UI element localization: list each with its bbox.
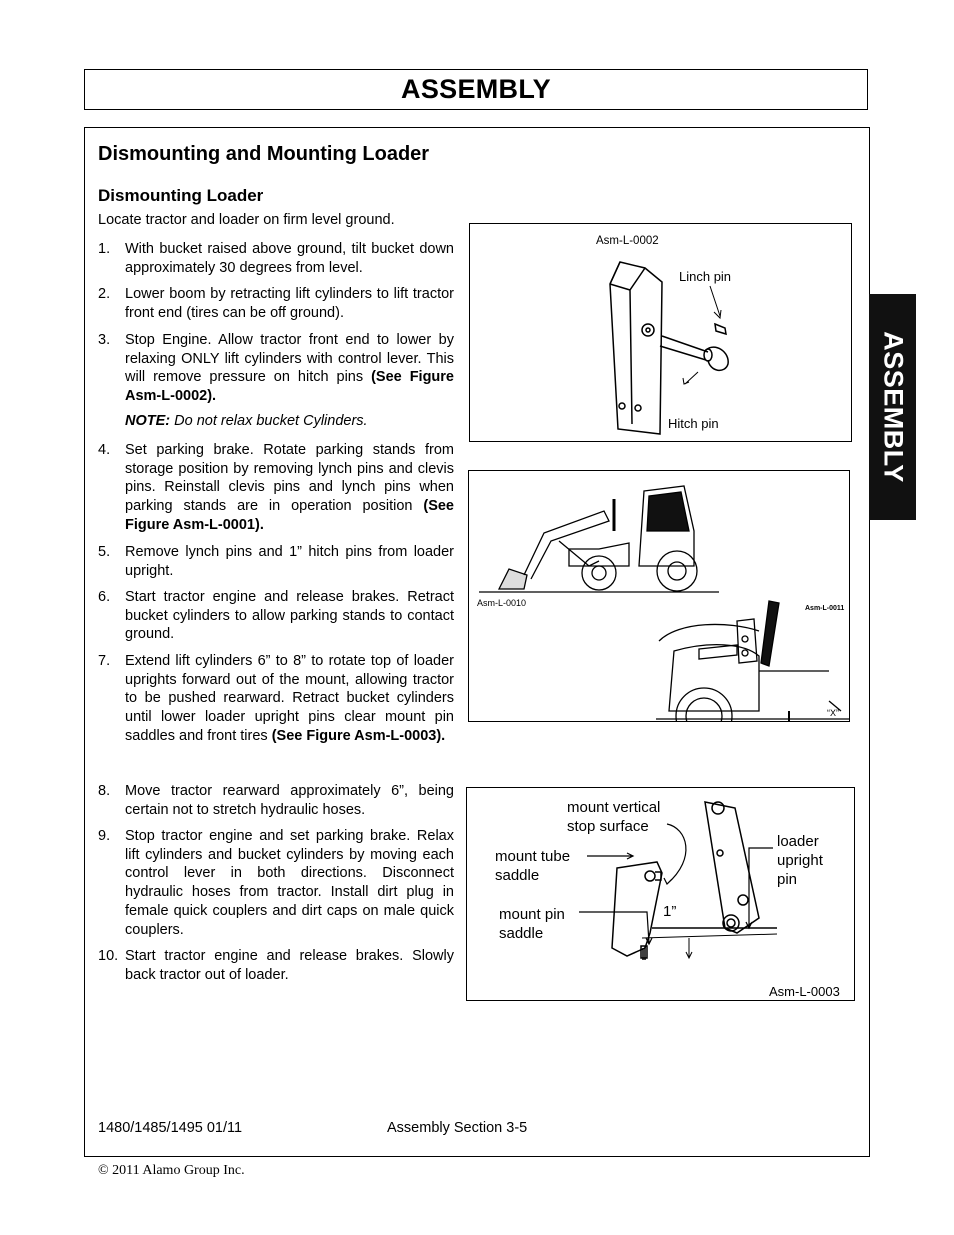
- step-1: [98, 240, 454, 277]
- step-text: Remove lynch pins and 1” hitch pins from loader upright.: [125, 544, 454, 579]
- note-label: NOTE:: [125, 413, 171, 429]
- linch-pin-label: Linch pin: [679, 269, 732, 284]
- step-number: 8.: [98, 783, 111, 799]
- figure-asm-l-0003: [466, 787, 855, 1001]
- footer-model: 1480/1485/1495 01/11: [98, 1120, 243, 1136]
- stop-surface-label: stop surface: [567, 818, 649, 835]
- mount-detail-illustration: [467, 788, 854, 1000]
- hitch-pin-label: Hitch pin: [668, 416, 719, 431]
- mount-tube-saddle-label: saddle: [495, 867, 540, 884]
- figure-reference: (See Figure Asm-L-0003).: [271, 727, 446, 744]
- one-inch-label: 1”: [663, 903, 677, 920]
- pin-label: pin: [777, 871, 798, 888]
- step-5: [98, 543, 454, 580]
- step-2: [98, 285, 454, 322]
- page-header: [84, 69, 868, 110]
- step-9: [98, 827, 454, 939]
- mount-vertical-label: mount vertical: [567, 799, 661, 816]
- side-tab: [869, 294, 916, 520]
- step-text: With bucket raised above ground, tilt bucket down approximately 30 degrees from level.: [125, 241, 454, 276]
- step-number: 2.: [98, 286, 111, 302]
- step-7: [98, 652, 454, 746]
- figure-asm-l-0010-0011: [468, 470, 850, 722]
- step-number: 5.: [98, 544, 111, 560]
- step-number: 1.: [98, 241, 111, 257]
- side-tab-label: ASSEMBLY: [878, 331, 908, 483]
- step-text: Start tractor engine and release brakes. Slowly back tractor out of loader.: [125, 948, 454, 983]
- mount-tube-label: mount tube: [495, 848, 571, 865]
- footer-section: Assembly Section 3-5: [387, 1120, 528, 1136]
- step-number: 4.: [98, 442, 111, 458]
- step-8: [98, 782, 454, 819]
- step-text: Stop tractor engine and set parking brake. Relax lift cylinders and bucket cylinders by moving each control lever in both directions. Disconnect hydraulic hoses from tractor. Install dirt plug in female quick couplers and dirt caps on male quick couplers.: [125, 828, 454, 938]
- step-6: [98, 588, 454, 644]
- mount-pin-label: mount pin: [499, 906, 565, 923]
- step-4: [98, 441, 454, 535]
- step-text: Set parking brake. Rotate parking stands from storage position by removing lynch pins and clevis pins. Reinstall clevis pins and lynch pins when parking stands are in operation position: [125, 442, 454, 515]
- header-title: ASSEMBLY: [401, 74, 551, 104]
- mount-pin-saddle-label: saddle: [499, 925, 544, 942]
- hitch-pin-illustration: [470, 224, 851, 441]
- step-number: 6.: [98, 589, 111, 605]
- step-text: Extend lift cylinders 6” to 8” to rotate top of loader uprights forward out of the mount, allowing tractor to be pushed rearward. Retract bucket cylinders until lower loader upright pins clear mount pin saddles and front tires: [125, 653, 454, 744]
- step-number: 9.: [98, 828, 111, 844]
- tractor-loader-illustration: [469, 471, 849, 721]
- section-title: Dismounting and Mounting Loader: [98, 143, 430, 165]
- step-number: 3.: [98, 332, 111, 348]
- figure-id-a: Asm-L-0010: [477, 598, 527, 608]
- copyright: © 2011 Alamo Group Inc.: [98, 1163, 245, 1178]
- step-number: 7.: [98, 653, 111, 669]
- figure-id: Asm-L-0003: [769, 984, 840, 999]
- x-mark-label: “X”: [827, 708, 839, 718]
- figure-reference: (See Figure Asm-L-0001).: [125, 498, 454, 533]
- loader-label: loader: [777, 833, 819, 850]
- step-3: [98, 331, 454, 406]
- figure-reference: (See Figure Asm-L-0002).: [125, 369, 454, 405]
- figure-id-b: Asm-L-0011: [805, 605, 845, 612]
- upright-label: upright: [777, 852, 823, 869]
- step-text: Lower boom by retracting lift cylinders to lift tractor front end (tires can be off ground).: [125, 286, 454, 321]
- step-text: Stop Engine. Allow tractor front end to lower by relaxing ONLY lift cylinders with control lever. This will remove pressure on hitch pins: [125, 332, 454, 386]
- note: [125, 413, 368, 429]
- note-text: Do not relax bucket Cylinders.: [170, 413, 368, 429]
- figure-id: Asm-L-0002: [596, 235, 659, 247]
- step-text: Start tractor engine and release brakes. Retract bucket cylinders to allow parking stands to contact ground.: [125, 589, 454, 643]
- subsection-title: Dismounting Loader: [98, 186, 264, 205]
- intro-text: Locate tractor and loader on firm level ground.: [98, 212, 395, 228]
- step-10: [98, 947, 454, 984]
- step-text: Move tractor rearward approximately 6”, being certain not to stretch hydraulic hoses.: [125, 783, 454, 818]
- figure-asm-l-0002: [469, 223, 852, 442]
- step-number: 10.: [98, 948, 119, 964]
